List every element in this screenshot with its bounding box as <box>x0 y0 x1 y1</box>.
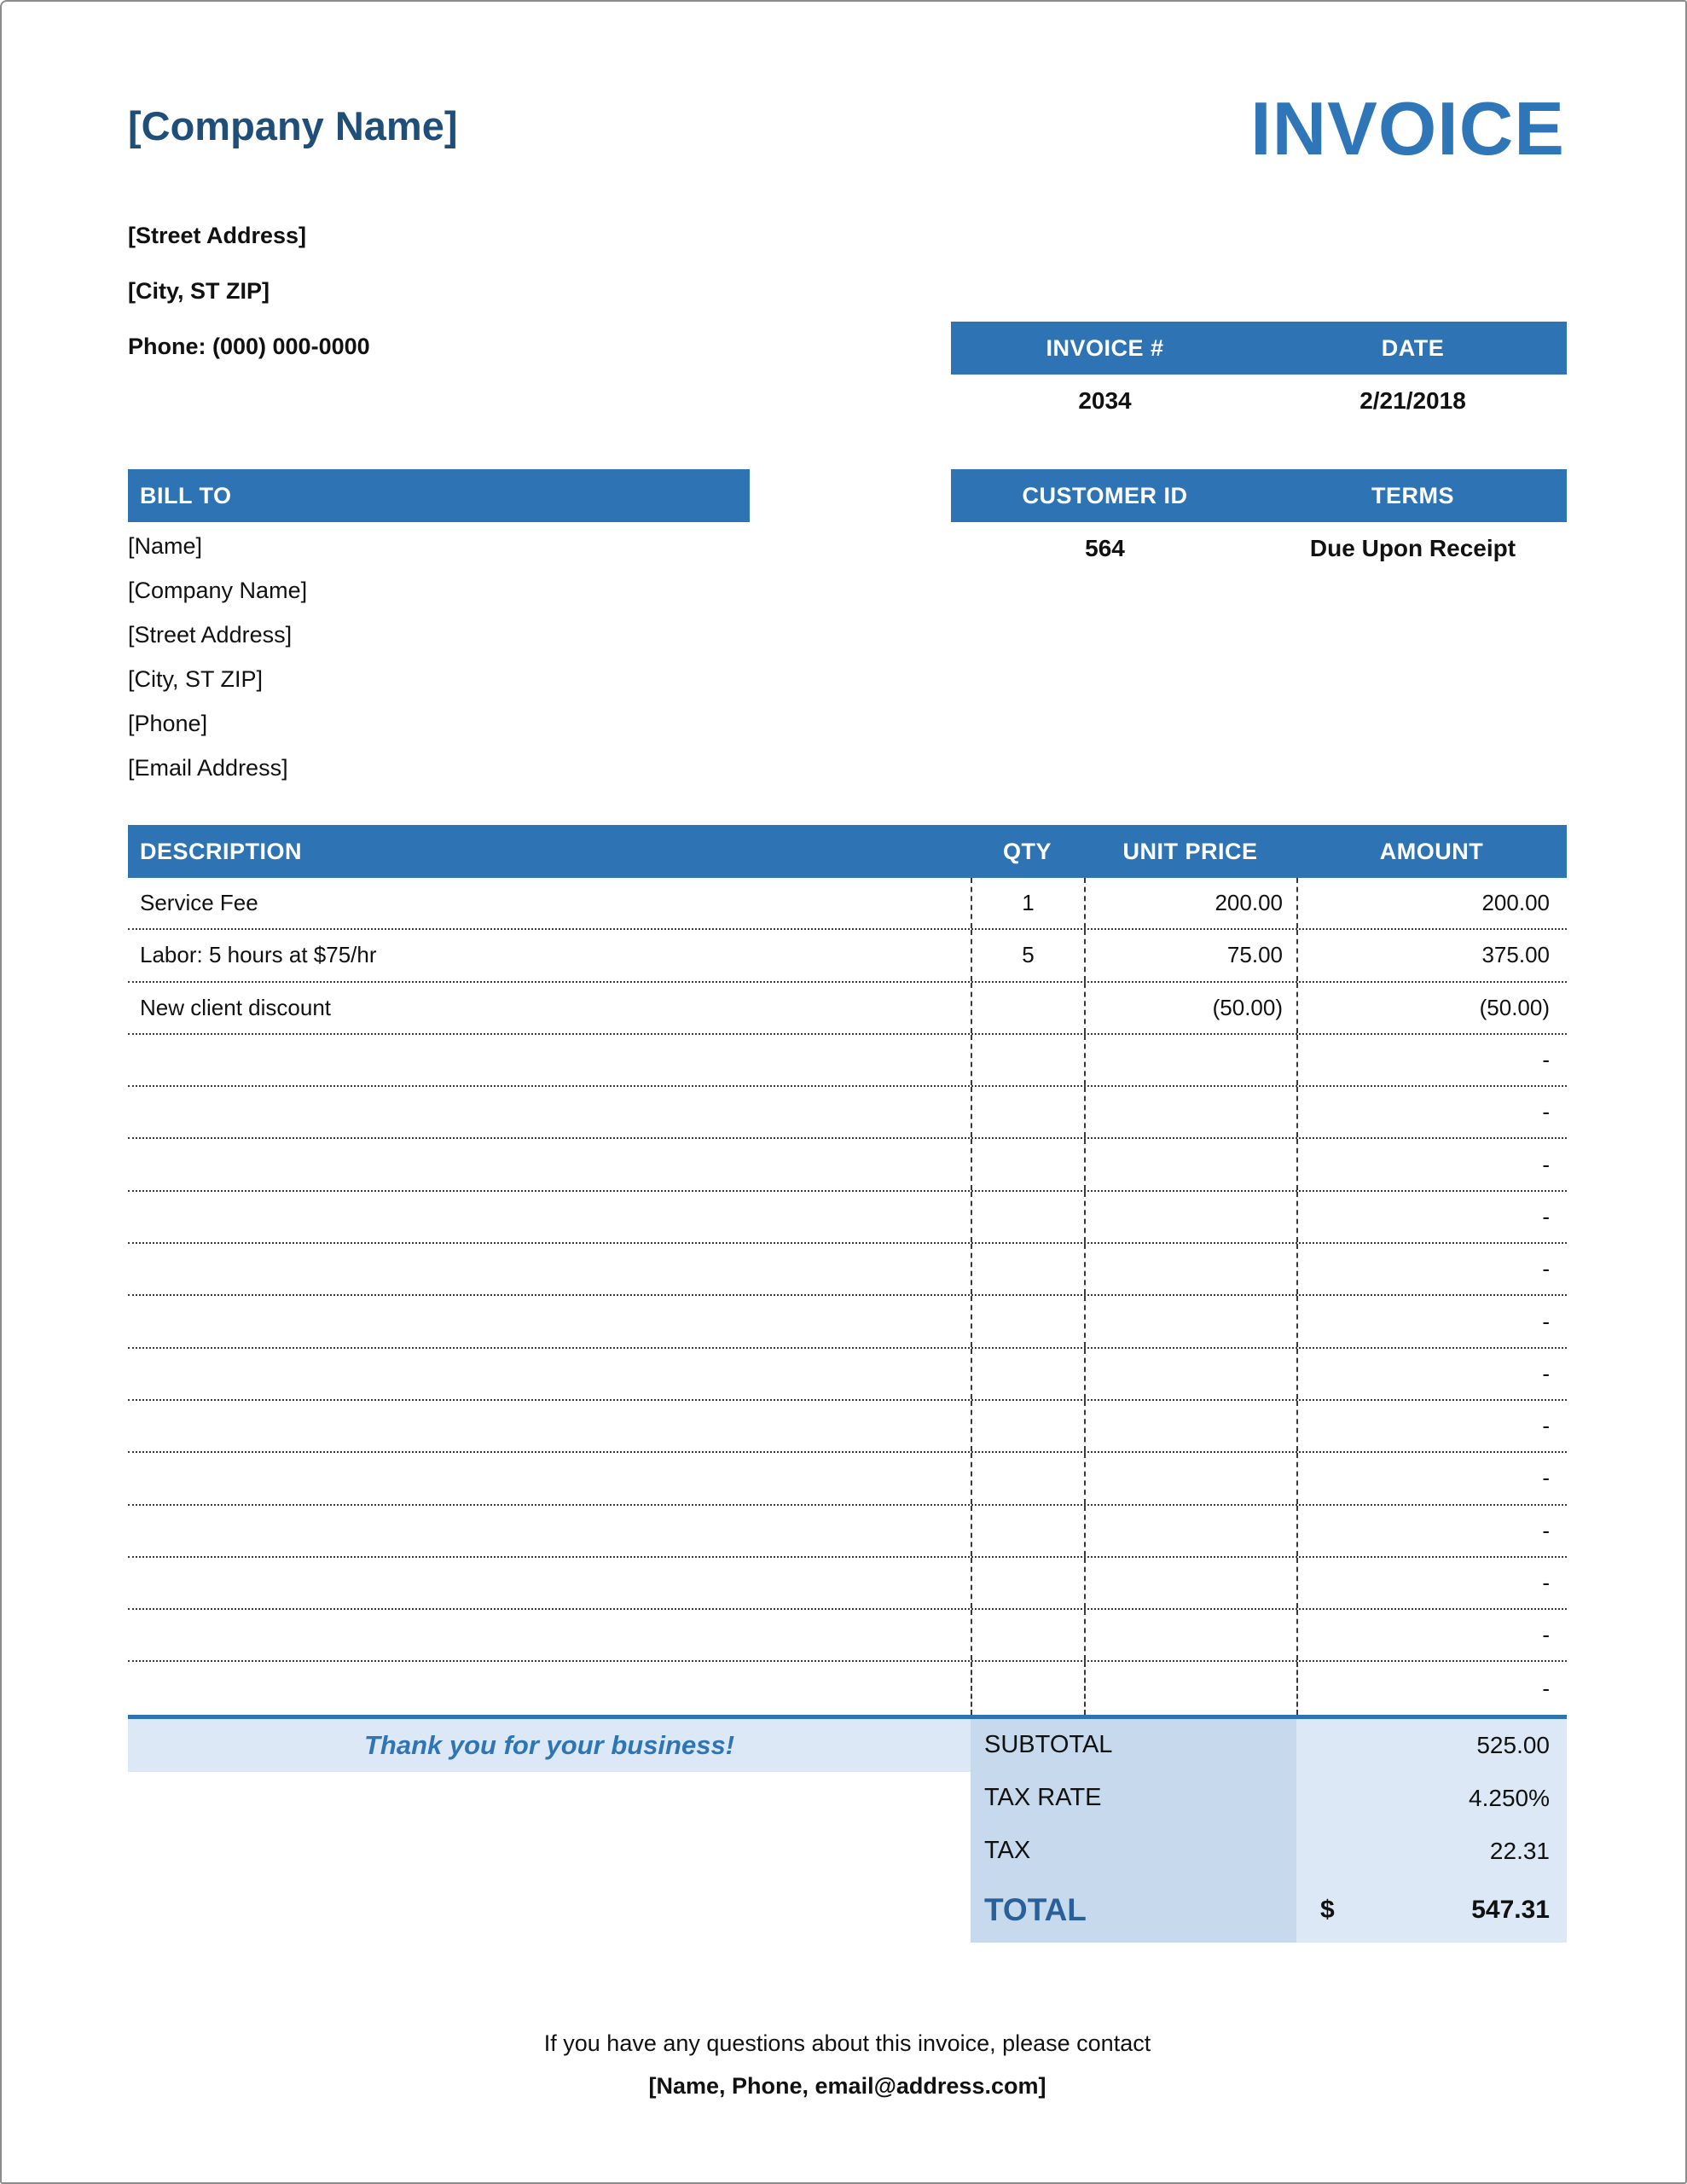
invoice-date-header: DATE <box>1381 334 1445 361</box>
cell-unit_price: 200.00 <box>1084 878 1296 928</box>
bill-to-street: [Street Address] <box>128 622 293 648</box>
totals-section <box>128 1719 1567 1943</box>
cell-unit_price <box>1084 1662 1296 1714</box>
description-column-header: DESCRIPTION <box>140 838 303 864</box>
customer-id-header: CUSTOMER ID <box>1022 482 1188 508</box>
customer-meta-header <box>951 469 1567 522</box>
cell-qty: 5 <box>971 930 1084 980</box>
company-name: [Company Name] <box>128 103 458 148</box>
items-table-header <box>128 825 1567 878</box>
cell-unit_price <box>1084 1296 1296 1346</box>
table-row <box>128 878 1567 930</box>
cell-qty <box>971 1401 1084 1451</box>
cell-description <box>128 1662 971 1714</box>
cell-amount: - <box>1296 1453 1567 1503</box>
cell-description <box>128 1506 971 1556</box>
terms-value: Due Upon Receipt <box>1309 535 1516 561</box>
table-row <box>128 1453 1567 1505</box>
cell-amount: 200.00 <box>1296 878 1567 928</box>
table-row <box>128 1401 1567 1453</box>
amount-column-header: AMOUNT <box>1379 838 1484 864</box>
totals-value-tax <box>1296 1825 1567 1878</box>
table-row <box>128 1192 1567 1244</box>
cell-amount: - <box>1296 1662 1567 1714</box>
invoice-number-value: 2034 <box>1078 387 1132 414</box>
table-row <box>128 1244 1567 1296</box>
cell-unit_price <box>1084 1139 1296 1189</box>
company-street: [Street Address] <box>128 223 307 248</box>
table-row <box>128 1558 1567 1610</box>
qty-column-header: QTY <box>1002 838 1052 864</box>
cell-unit_price: 75.00 <box>1084 930 1296 980</box>
cell-unit_price <box>1084 1192 1296 1242</box>
cell-description: New client discount <box>140 994 331 1020</box>
cell-unit_price <box>1084 1244 1296 1294</box>
table-row <box>128 1296 1567 1348</box>
bill-to-name: [Name] <box>128 533 203 559</box>
footer-contact-details: [Name, Phone, email@address.com] <box>648 2073 1046 2099</box>
cell-amount: - <box>1296 1506 1567 1556</box>
cell-unit_price: (50.00) <box>1084 983 1296 1033</box>
cell-unit_price <box>1084 1453 1296 1503</box>
table-row <box>128 1610 1567 1662</box>
table-row <box>128 1506 1567 1558</box>
cell-description <box>128 1349 971 1399</box>
items-table <box>128 825 1567 1943</box>
cell-description <box>128 1035 971 1085</box>
bill-to-email: [Email Address] <box>128 755 288 781</box>
customer-id-value: 564 <box>1085 535 1125 561</box>
totals-value-tax-rate <box>1296 1772 1567 1825</box>
bill-to-lines <box>128 524 307 790</box>
cell-unit_price <box>1084 1610 1296 1660</box>
table-row <box>128 1662 1567 1714</box>
table-row <box>128 1035 1567 1087</box>
cell-amount: - <box>1296 1558 1567 1608</box>
totals-amount: 547.31 <box>1471 1895 1550 1924</box>
cell-amount: (50.00) <box>1296 983 1567 1033</box>
cell-description <box>128 1610 971 1660</box>
cell-qty <box>971 1506 1084 1556</box>
cell-amount: - <box>1296 1401 1567 1451</box>
unit-price-column-header: UNIT PRICE <box>1122 838 1258 864</box>
bill-to-company: [Company Name] <box>128 578 308 603</box>
company-city: [City, ST ZIP] <box>128 278 270 304</box>
company-address <box>128 208 370 375</box>
cell-qty <box>971 1087 1084 1137</box>
terms-header: TERMS <box>1371 482 1454 508</box>
cell-unit_price <box>1084 1506 1296 1556</box>
cell-qty <box>971 1558 1084 1608</box>
totals-value-total <box>1296 1878 1567 1943</box>
invoice-meta-header <box>951 322 1567 375</box>
cell-qty <box>971 1192 1084 1242</box>
totals-amount: 525.00 <box>1476 1731 1550 1758</box>
cell-description <box>128 1296 971 1346</box>
table-row <box>128 1349 1567 1401</box>
cell-amount: - <box>1296 1244 1567 1294</box>
invoice-date-value: 2/21/2018 <box>1359 387 1466 414</box>
cell-qty <box>971 1244 1084 1294</box>
currency-symbol: $ <box>1320 1895 1335 1924</box>
bill-to-city: [City, ST ZIP] <box>128 666 264 692</box>
cell-amount: - <box>1296 1087 1567 1137</box>
totals-value-subtotal <box>1296 1719 1567 1772</box>
cell-unit_price <box>1084 1558 1296 1608</box>
cell-amount: - <box>1296 1192 1567 1242</box>
cell-description <box>128 1192 971 1242</box>
cell-qty <box>971 1662 1084 1714</box>
totals-amount: 4.250% <box>1469 1784 1550 1811</box>
cell-description: Service Fee <box>140 890 258 916</box>
table-row <box>128 983 1567 1035</box>
totals-label-total: TOTAL <box>971 1878 1296 1943</box>
bill-to-header: BILL TO <box>128 469 750 522</box>
customer-meta-values <box>951 522 1567 575</box>
thank-you-message: Thank you for your business! <box>128 1719 971 1772</box>
footer <box>128 2022 1567 2107</box>
cell-qty <box>971 1349 1084 1399</box>
cell-qty <box>971 1139 1084 1189</box>
cell-unit_price <box>1084 1087 1296 1137</box>
cell-description <box>128 1244 971 1294</box>
customer-meta-table <box>951 469 1567 575</box>
cell-qty: 1 <box>971 878 1084 928</box>
invoice-number-header: INVOICE # <box>1046 334 1164 361</box>
totals-label-subtotal: SUBTOTAL <box>971 1719 1296 1772</box>
cell-amount: - <box>1296 1035 1567 1085</box>
invoice-title: INVOICE <box>1250 86 1565 171</box>
cell-description <box>128 1139 971 1189</box>
cell-qty <box>971 1035 1084 1085</box>
cell-qty <box>971 1610 1084 1660</box>
totals-label-tax: TAX <box>971 1825 1296 1878</box>
cell-amount: - <box>1296 1139 1567 1189</box>
cell-amount: - <box>1296 1610 1567 1660</box>
table-row <box>128 930 1567 982</box>
cell-qty <box>971 1296 1084 1346</box>
invoice-meta-table <box>951 322 1567 427</box>
bill-to-phone: [Phone] <box>128 711 208 736</box>
totals-label-tax-rate: TAX RATE <box>971 1772 1296 1825</box>
cell-amount: - <box>1296 1349 1567 1399</box>
cell-description <box>128 1453 971 1503</box>
cell-qty <box>971 1453 1084 1503</box>
cell-amount: - <box>1296 1296 1567 1346</box>
invoice-meta-values <box>951 375 1567 427</box>
cell-unit_price <box>1084 1401 1296 1451</box>
cell-description <box>128 1558 971 1608</box>
cell-unit_price <box>1084 1349 1296 1399</box>
cell-description <box>128 1087 971 1137</box>
totals-amount: 22.31 <box>1489 1837 1550 1864</box>
company-phone: Phone: (000) 000-0000 <box>128 334 370 359</box>
cell-description <box>128 1401 971 1451</box>
items-table-body <box>128 878 1567 1715</box>
table-row <box>128 1139 1567 1191</box>
footer-contact-text: If you have any questions about this invoice, please contact <box>543 2030 1151 2056</box>
table-row <box>128 1087 1567 1139</box>
cell-amount: 375.00 <box>1296 930 1567 980</box>
cell-description: Labor: 5 hours at $75/hr <box>140 942 377 968</box>
cell-qty <box>971 983 1084 1033</box>
cell-unit_price <box>1084 1035 1296 1085</box>
